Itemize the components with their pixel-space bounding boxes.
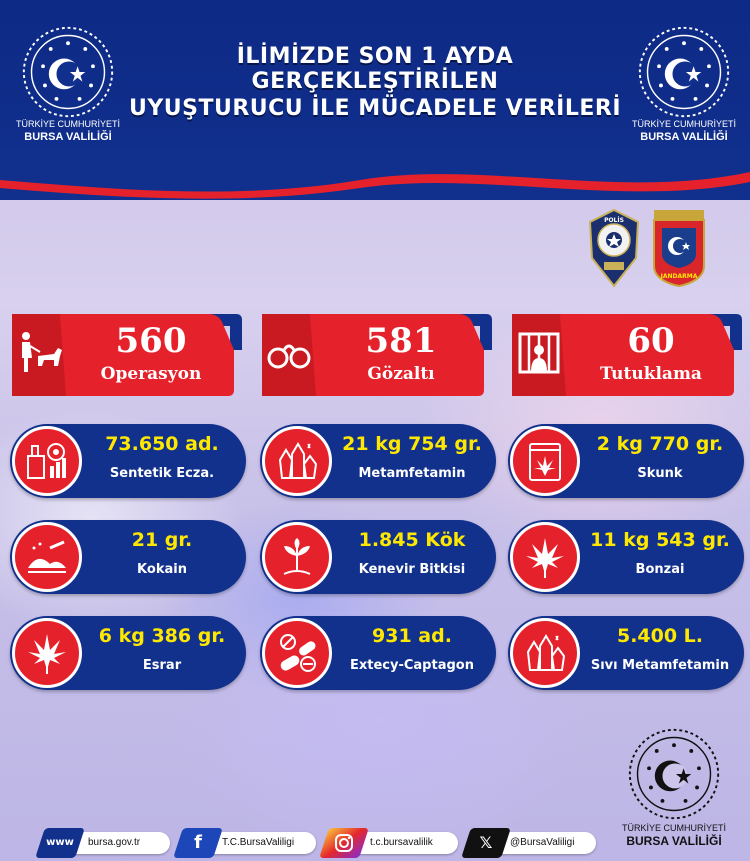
item-icon-circle [510,426,580,496]
item-amount: 11 kg 543 gr. [590,529,730,551]
item-label: Sıvı Metamfetamin [590,658,730,673]
stat-value: 60 [627,321,675,361]
item-icon-circle [12,618,82,688]
item-amount: 21 kg 754 gr. [342,433,482,455]
cannabis-leaf-icon [522,534,568,580]
item-label: Esrar [142,658,182,673]
jandarma-badge-icon [650,208,708,288]
emblem-caption-left [8,118,128,144]
item-amount: 6 kg 386 gr. [98,625,226,647]
header-wave [0,150,750,210]
item-label: Kokain [137,562,187,577]
emblem-caption-country: TÜRKİYE CUMHURİYETİ [631,119,736,129]
social-website[interactable] [40,828,170,856]
stat-value: 581 [365,321,437,361]
www-glyph: www [46,837,74,848]
emblem-caption-country: TÜRKİYE CUMHURİYETİ [15,119,120,129]
governorship-emblem-bottom [626,726,722,822]
x-glyph: 𝕏 [479,833,493,852]
jandarma-badge-text: JANDARMA [660,273,698,280]
governorship-emblem-left [20,24,116,120]
item-icon-circle [12,426,82,496]
cannabis-bag-icon [522,438,568,484]
emblem-caption-bottom [612,822,736,848]
item-icon-circle [262,522,332,592]
emblem-caption-office: BURSA VALİLİĞİ [24,131,112,143]
item-amount: 21 gr. [131,529,193,551]
item-label: Extecy-Captagon [350,658,474,673]
crystals-icon [274,438,320,484]
instagram-glyph [334,833,354,853]
item-card-sivi-metamfetamin [508,616,744,690]
page-title-line2: UYUŞTURUCU İLE MÜCADELE VERİLERİ [128,96,622,121]
police-badge-icon [586,208,642,288]
emblem-caption-office: BURSA VALİLİĞİ [640,131,728,143]
handcuffs-icon [264,328,314,378]
item-amount: 73.650 ad. [105,433,219,455]
emblem-caption-right [624,118,744,144]
governorship-emblem-right [636,24,732,120]
item-label: Sentetik Ecza. [109,466,215,481]
capsules-icon [274,630,320,676]
emblem-caption-office: BURSA VALİLİĞİ [626,834,722,848]
police-dog-icon [14,328,64,378]
item-card-sentetik-ecza [10,424,246,498]
social-instagram-text: t.c.bursavalilik [370,837,433,848]
stat-label: Operasyon [100,364,202,384]
stat-label: Tutuklama [600,364,702,384]
emblem-caption-country: TÜRKİYE CUMHURİYETİ [621,823,726,833]
social-facebook[interactable] [178,828,316,856]
item-card-esrar [10,616,246,690]
stat-label: Gözaltı [367,364,435,384]
item-label: Kenevir Bitkisi [358,562,466,577]
facebook-glyph: f [194,832,202,853]
police-badge-text: POLİS [604,217,624,224]
social-x-text: @BursaValiligi [510,837,575,848]
item-icon-circle [510,618,580,688]
stat-operasyon [8,310,242,396]
item-card-extecy-captagon [260,616,496,690]
social-facebook-text: T.C.BursaValiligi [222,837,295,848]
item-amount: 931 ad. [372,625,452,647]
item-card-kokain [10,520,246,594]
item-amount: 2 kg 770 gr. [596,433,724,455]
item-card-kenevir-bitkisi [260,520,496,594]
stat-value: 560 [115,321,187,361]
item-amount: 1.845 Kök [358,529,466,551]
pills-factory-icon [24,438,70,484]
stat-tutuklama [508,310,742,396]
item-label: Bonzai [635,562,685,577]
page-title-line1: İLİMİZDE SON 1 AYDA GERÇEKLEŞTİRİLEN [236,44,514,94]
crystals-icon [522,630,568,676]
item-icon-circle [262,426,332,496]
item-icon-circle [262,618,332,688]
item-amount: 5.400 L. [616,625,704,647]
item-label: Skunk [637,466,683,481]
prison-bars-icon [514,328,564,378]
plant-icon [274,534,320,580]
social-website-text: bursa.gov.tr [88,837,141,848]
item-card-skunk [508,424,744,498]
stat-gozalti [258,310,492,396]
social-x[interactable] [466,828,596,856]
item-label: Metamfetamin [358,466,466,481]
item-icon-circle [12,522,82,592]
powder-icon [24,534,70,580]
cannabis-leaf-icon [24,630,70,676]
social-instagram[interactable] [324,828,458,856]
item-card-bonzai [508,520,744,594]
item-icon-circle [510,522,580,592]
item-card-metamfetamin [260,424,496,498]
